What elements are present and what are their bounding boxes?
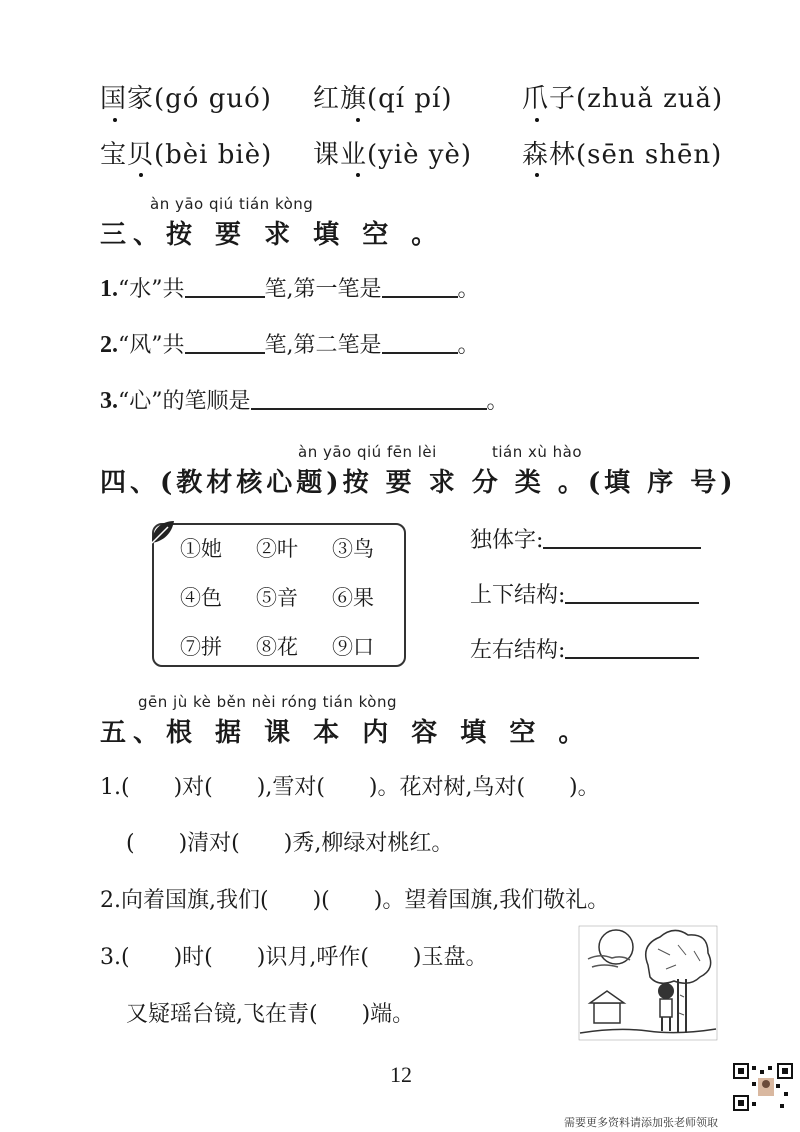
char-item: ②叶	[256, 537, 298, 561]
section3-question-2: 2.“风”共 笔,第二笔是 。	[100, 332, 480, 358]
section5-title: 五、根 据 课 本 内 容 填 空 。	[100, 718, 592, 748]
emphasis-dot	[535, 118, 539, 122]
answer-blank[interactable]	[565, 582, 699, 604]
category-top-bottom: 上下结构:	[470, 578, 699, 609]
emphasis-dot	[356, 118, 360, 122]
answer-blank[interactable]	[251, 388, 487, 410]
emphasis-dot	[139, 173, 143, 177]
qr-code-icon	[732, 1062, 794, 1112]
section5-line-5: 又疑瑶台镜,飞在青( )端。	[126, 1002, 415, 1027]
question-number: 3.	[100, 388, 118, 414]
char-item: ⑧花	[256, 635, 298, 659]
section3-question-3: 3.“心”的笔顺是 。	[100, 388, 509, 414]
char-item: ⑥果	[332, 586, 374, 610]
category-left-right: 左右结构:	[470, 633, 699, 664]
answer-blank[interactable]	[185, 332, 265, 354]
emphasis-dot	[113, 118, 117, 122]
section5-line-1: 1.( )对( ),雪对( )。花对树,鸟对( )。	[100, 775, 600, 800]
footer-note: 需要更多资料请添加张老师领取	[564, 1116, 718, 1129]
answer-blank[interactable]	[543, 527, 701, 549]
emphasis-dot	[535, 173, 539, 177]
char-item: ⑨口	[332, 635, 374, 659]
pinyin-choice-2: 红旗(qí pí)	[313, 84, 453, 114]
char-item: ⑤音	[256, 586, 298, 610]
char-item: ①她	[180, 537, 222, 561]
answer-blank[interactable]	[382, 276, 458, 298]
section5-line-3: 2.向着国旗,我们( )( )。望着国旗,我们敬礼。	[100, 888, 610, 913]
pinyin-choice-5: 课业(yiè yè)	[313, 140, 473, 170]
answer-blank[interactable]	[382, 332, 458, 354]
pinyin-choice-4: 宝贝(bèi biè)	[100, 140, 273, 170]
moon-tree-illustration	[578, 925, 718, 1041]
char-item: ⑦拼	[180, 635, 222, 659]
char-item: ④色	[180, 586, 222, 610]
pinyin-choice-3: 爪子(zhuǎ zuǎ)	[522, 84, 724, 114]
emphasis-dot	[356, 173, 360, 177]
answer-blank[interactable]	[565, 637, 699, 659]
section5-line-4: 3.( )时( )识月,呼作( )玉盘。	[100, 945, 488, 970]
section4-pinyin-a: àn yāo qiú fēn lèi	[298, 443, 437, 461]
section4-title: 四、(教材核心题)按 要 求 分 类 。(填 序 号)	[100, 468, 737, 498]
page-number: 12	[390, 1062, 412, 1087]
section5-pinyin: gēn jù kè běn nèi róng tián kòng	[138, 693, 397, 711]
question-number: 2.	[100, 332, 118, 358]
section3-question-1: 1.“水”共 笔,第一笔是 。	[100, 276, 480, 302]
section3-pinyin: àn yāo qiú tián kòng	[150, 195, 314, 213]
pinyin-choice-1: 国家(gó guó)	[100, 84, 272, 114]
section5-line-2: ( )清对( )秀,柳绿对桃红。	[126, 831, 454, 856]
question-number: 1.	[100, 276, 118, 302]
category-single: 独体字:	[470, 523, 701, 554]
answer-blank[interactable]	[185, 276, 265, 298]
char-item: ③鸟	[332, 537, 374, 561]
section4-pinyin-b: tián xù hào	[492, 443, 583, 461]
section3-title: 三、按 要 求 填 空 。	[100, 220, 445, 250]
pinyin-choice-6: 森林(sēn shēn)	[522, 140, 723, 170]
leaf-icon	[148, 517, 178, 547]
